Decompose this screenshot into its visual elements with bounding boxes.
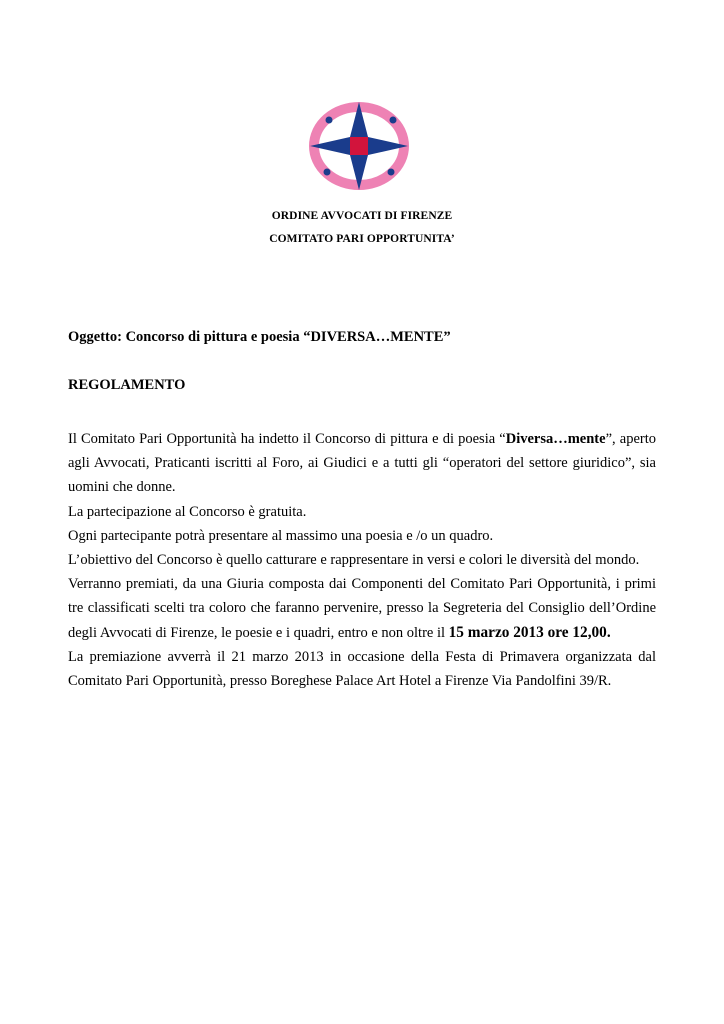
paragraph-objective: L’obiettivo del Concorso è quello catturare e rappresentare in versi e colori le diversità del mondo. bbox=[68, 552, 640, 569]
deadline-bold: 15 marzo 2013 ore 12,00. bbox=[448, 623, 611, 641]
regulation-title: REGOLAMENTO bbox=[68, 377, 186, 393]
compass-rose-logo-icon bbox=[307, 100, 411, 192]
paragraph-submission-limit: Ogni partecipante potrà presentare al massimo una poesia e /o un quadro. bbox=[68, 527, 494, 544]
logo-center-square bbox=[350, 137, 368, 155]
logo-dot-top-right bbox=[390, 117, 397, 124]
paragraph-ceremony: La premiazione avverrà il 21 marzo 2013 in occasione della Festa di Primavera organizzata dal Comitato Pari Opportunità, presso Boreghese Palace Art Hotel a Firenze Via Pandolfini 39/R. bbox=[68, 648, 656, 690]
intro-text-start: Il Comitato Pari Opportunità ha indetto il Concorso di pittura e di poesia “ bbox=[68, 431, 506, 447]
logo-dot-bottom-right bbox=[388, 169, 395, 176]
paragraph-intro bbox=[68, 427, 656, 500]
intro-text-end: ”, aperto agli Avvocati, Praticanti iscritti al Foro, ai Giudici e a tutti gli “operatori del settore giuridico”, sia uomini che donne. bbox=[68, 431, 656, 496]
logo-dot-bottom-left bbox=[324, 169, 331, 176]
committee-name: COMITATO PARI OPPORTUNITA’ bbox=[269, 233, 455, 245]
subject-line: Oggetto: Concorso di pittura e poesia “DIVERSA…MENTE” bbox=[68, 329, 451, 345]
paragraph-awards bbox=[68, 572, 656, 645]
contest-name-bold: Diversa…mente bbox=[505, 431, 606, 447]
paragraph-free-participation: La partecipazione al Concorso è gratuita. bbox=[68, 503, 307, 520]
logo-dot-top-left bbox=[326, 117, 333, 124]
org-name: ORDINE AVVOCATI DI FIRENZE bbox=[271, 210, 453, 222]
awards-text: Verranno premiati, da una Giuria composta dai Componenti del Comitato Pari Opportunità, i primi tre classificati scelti tra coloro che faranno pervenire, presso la Segreteria del Consiglio dell’Ordine degli Avvocati di Firenze, le poesie e i quadri, entro e non oltre il bbox=[68, 576, 656, 641]
regulation-body bbox=[68, 427, 656, 693]
